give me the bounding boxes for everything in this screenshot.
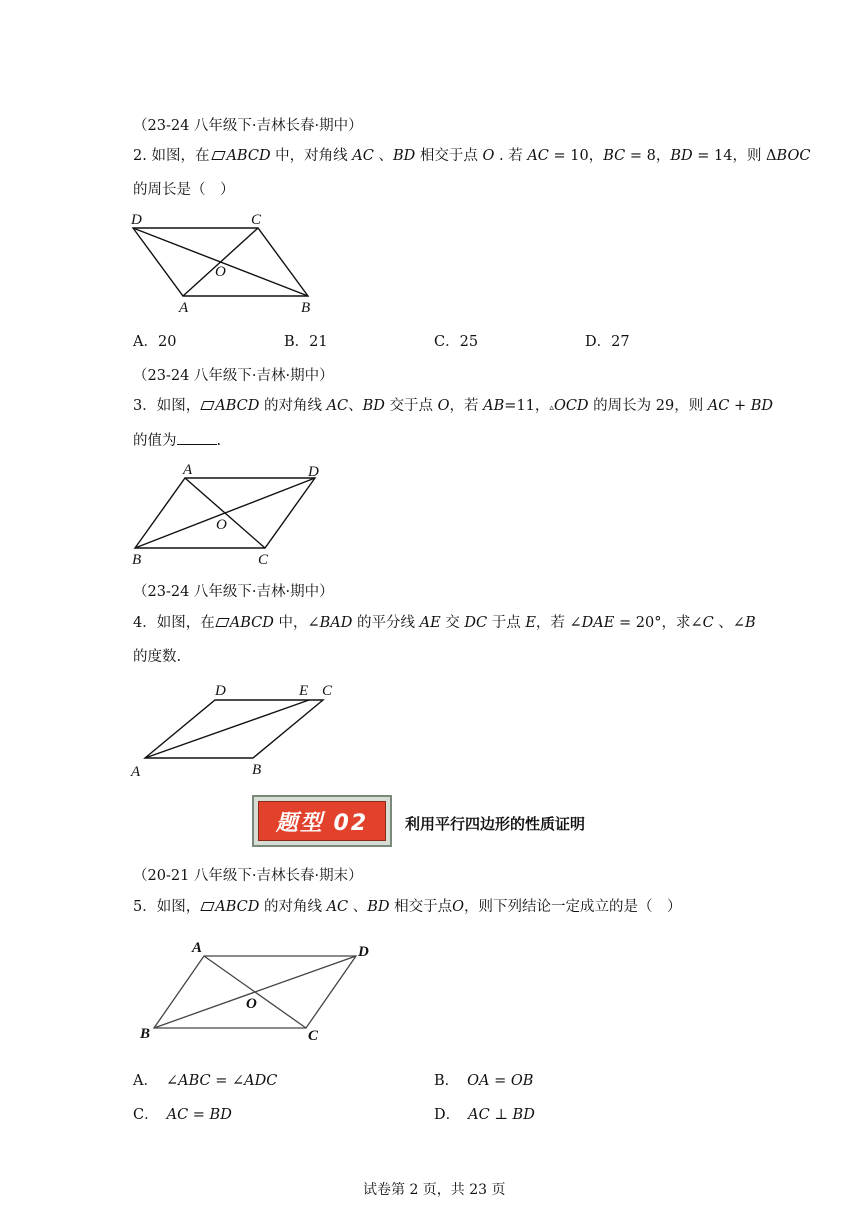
q2-option-d[interactable]: D．27 [585, 334, 630, 350]
page-footer: 试卷第 2 页，共 23 页 [363, 1182, 506, 1198]
q2-label-a: A [179, 300, 189, 316]
q4-segment-ae [145, 700, 309, 758]
q5-option-d[interactable]: D． AC ⊥ BD [434, 1107, 535, 1123]
q5-option-a[interactable]: A． ∠ABC = ∠ADC [133, 1073, 278, 1089]
q3-label-o: O [216, 517, 227, 533]
q3-label-c: C [258, 552, 269, 568]
q2-label-b: B [301, 300, 311, 316]
section-badge [252, 795, 392, 847]
q3-figure [125, 458, 325, 570]
section-badge-label: 题型 02 [258, 801, 386, 841]
q4-figure [125, 676, 355, 784]
q5-option-c[interactable]: C． AC = BD [133, 1107, 232, 1123]
q4-label-c: C [322, 683, 333, 699]
q4-label-b: B [252, 762, 262, 778]
q5-label-a: A [192, 940, 203, 956]
q4-label-d: D [215, 683, 226, 699]
q5-label-c: C [308, 1028, 319, 1044]
q4-stem-line2: 的度数. [133, 649, 182, 665]
q2-option-b[interactable]: B．21 [284, 334, 328, 350]
q5-source: （20-21 八年级下·吉林长春·期末） [133, 868, 363, 884]
q5-stem-line1: 5．如图， ABCD 的对角线 AC 、BD 相交于点O，则下列结论一定成立的是（ ） [133, 899, 682, 915]
parallelogram-icon [201, 902, 215, 911]
q2-figure [125, 208, 325, 318]
q5-label-b: B [140, 1026, 151, 1042]
q5-label-o: O [246, 996, 257, 1012]
q4-source: （23-24 八年级下·吉林·期中） [133, 584, 334, 600]
q5-figure [130, 930, 390, 1050]
q2-label-d: D [131, 212, 142, 228]
section-title: 利用平行四边形的性质证明 [405, 815, 586, 833]
q3-label-b: B [132, 552, 142, 568]
q3-label-a: A [183, 462, 193, 478]
parallelogram-icon [201, 401, 215, 410]
q2-stem-line2: 的周长是（ ） [133, 182, 235, 198]
q5-label-d: D [358, 944, 369, 960]
q2-diagonal-bd [133, 228, 308, 296]
q4-label-e: E [299, 683, 309, 699]
q2-label-o: O [215, 264, 226, 280]
q2-option-a[interactable]: A．20 [133, 334, 177, 350]
q5-option-b[interactable]: B． OA = OB [434, 1073, 534, 1089]
parallelogram-icon [215, 618, 229, 627]
q5-diagonal-bd [154, 956, 356, 1028]
q3-label-d: D [308, 464, 319, 480]
parallelogram-icon [212, 151, 226, 160]
q4-label-a: A [131, 764, 141, 780]
q2-stem-line1: 2. 如图，在 ABCD 中，对角线 AC 、BD 相交于点 O . 若 AC = 10，BC = 8，BD = 14，则 ΔBOC [133, 148, 811, 164]
q2-label-c: C [251, 212, 262, 228]
q3-diagonal-bd [135, 478, 315, 548]
q3-source: （23-24 八年级下·吉林·期中） [133, 368, 334, 384]
q3-answer-blank[interactable] [177, 430, 217, 445]
q3-stem-line2: 的值为 . [133, 430, 221, 451]
q4-stem-line1: 4．如图，在 ABCD 中，∠BAD 的平分线 AE 交 DC 于点 E，若 ∠DAE = 20°，求∠C 、∠B [133, 615, 756, 631]
triangle-icon: ▵ [549, 403, 554, 413]
q4-parallelogram [145, 700, 323, 758]
q3-stem-line1: 3．如图， ABCD 的对角线 AC、BD 交于点 O，若 AB=11，▵OCD 的周长为 29，则 AC + BD [133, 398, 774, 414]
q2-source: （23-24 八年级下·吉林长春·期中） [133, 118, 363, 134]
q2-option-c[interactable]: C．25 [434, 334, 479, 350]
